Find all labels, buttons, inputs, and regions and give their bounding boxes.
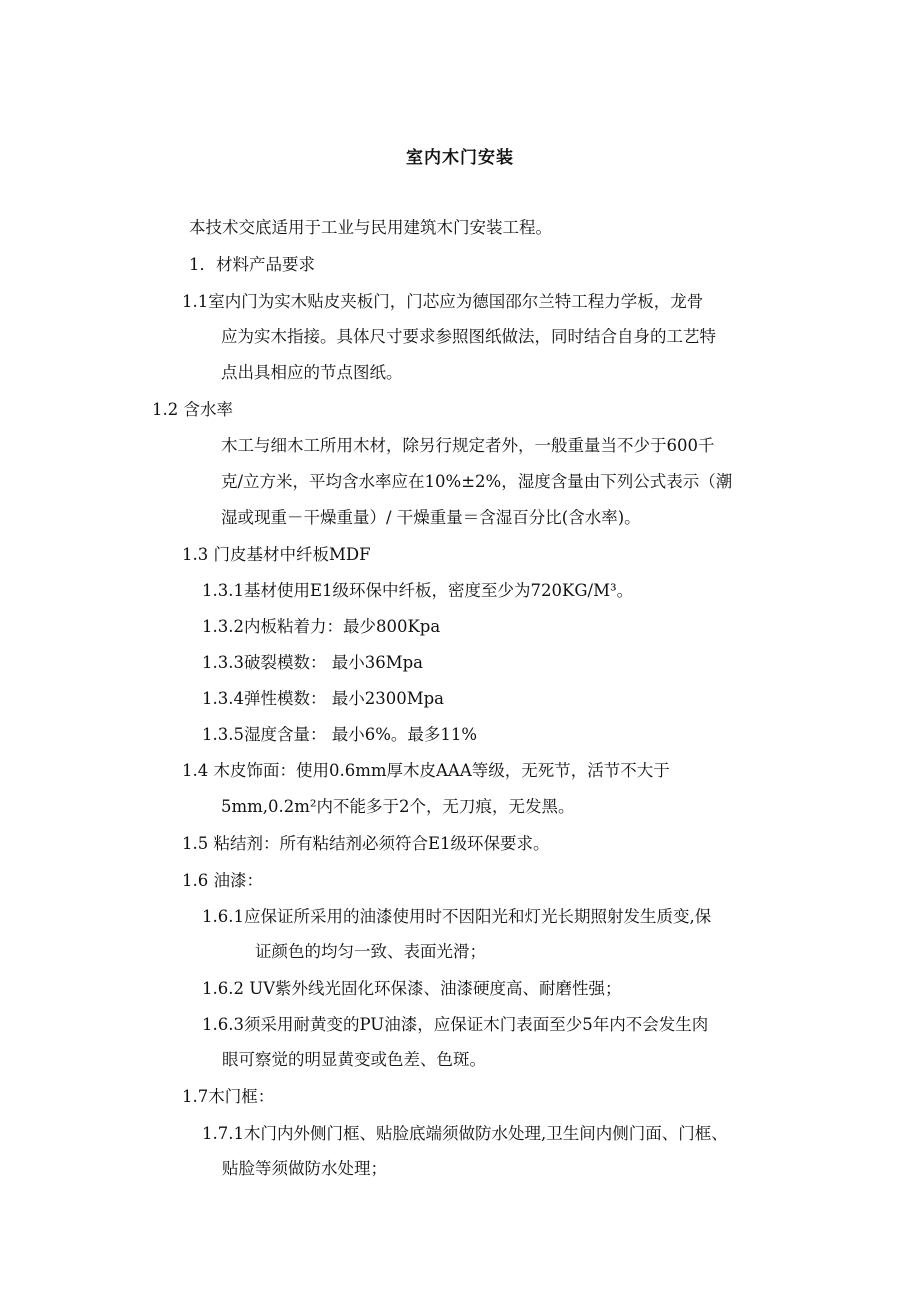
section-1-1-line-2: 应为实木指接。具体尺寸要求参照图纸做法，同时结合自身的工艺特 [221,327,716,346]
section-1-3-3: 1.3.3破裂模数： 最小36Mpa [202,653,424,672]
section-1-6-heading: 1.6 油漆： [182,871,263,890]
section-1-1-line-1: 1.1室内门为实木贴皮夹板门，门芯应为德国邵尔兰特工程力学板，龙骨 [182,292,704,311]
section-1-2-line-2: 克/立方米，平均含水率应在10%±2%，湿度含量由下列公式表示（潮 [221,472,733,491]
section-1-7-1-line-2: 贴脸等须做防水处理； [222,1159,387,1178]
section-1-4-line-1: 1.4 木皮饰面：使用0.6mm厚木皮AAA等级，无死节，活节不大于 [182,761,670,780]
section-1-6-1-line-2: 证颜色的均匀一致、表面光滑； [255,942,486,961]
section-1-6-1-line-1: 1.6.1应保证所采用的油漆使用时不因阳光和灯光长期照射发生质变,保 [202,907,712,926]
section-1-heading: 1．材料产品要求 [189,255,315,274]
section-1-2-line-3: 湿或现重－干燥重量）/ 干燥重量＝含湿百分比(含水率)。 [221,508,641,527]
section-1-3-5: 1.3.5湿度含量： 最小6%。最多11% [202,725,478,744]
section-1-5: 1.5 粘结剂：所有粘结剂必须符合E1级环保要求。 [182,834,550,853]
section-1-6-2: 1.6.2 UV紫外线光固化环保漆、油漆硬度高、耐磨性强； [202,979,622,998]
section-1-3-4: 1.3.4弹性模数： 最小2300Mpa [202,689,445,708]
section-1-3-2: 1.3.2内板粘着力：最少800Kpa [202,617,441,636]
section-1-3-heading: 1.3 门皮基材中纤板MDF [182,545,371,564]
section-1-3-1: 1.3.1基材使用E1级环保中纤板，密度至少为720KG/M³。 [202,581,634,600]
section-1-7-heading: 1.7木门框： [182,1087,275,1106]
section-1-2-heading: 1.2 含水率 [152,400,233,419]
section-1-7-1-line-1: 1.7.1木门内外侧门框、贴脸底端须做防水处理,卫生间内侧门面、门框、 [202,1124,728,1143]
section-1-6-3-line-2: 眼可察觉的明显黄变或色差、色斑。 [222,1050,486,1069]
document-title: 室内木门安装 [406,148,514,168]
intro-paragraph: 本技术交底适用于工业与民用建筑木门安装工程。 [189,218,552,237]
section-1-2-line-1: 木工与细木工所用木材，除另行规定者外，一般重量当不少于600千 [221,436,715,455]
section-1-6-3-line-1: 1.6.3须采用耐黄变的PU油漆，应保证木门表面至少5年内不会发生肉 [202,1015,709,1034]
section-1-1-line-3: 点出具相应的节点图纸。 [221,363,403,382]
section-1-4-line-2: 5mm,0.2m²内不能多于2个，无刀痕，无发黑。 [221,797,575,816]
